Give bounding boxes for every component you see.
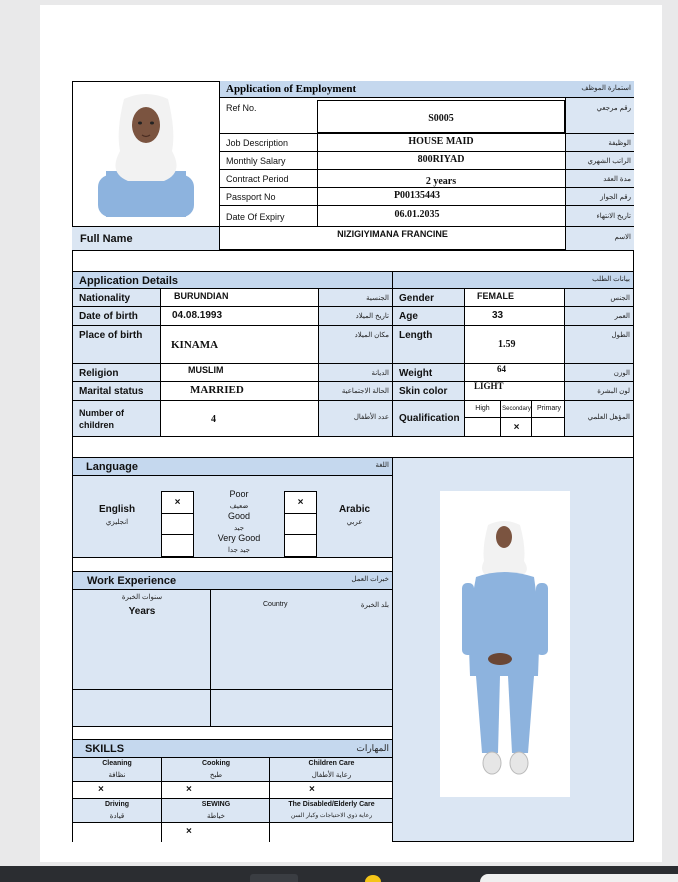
pob-value: KINAMA	[171, 339, 219, 351]
english-poor-box[interactable]	[162, 492, 193, 514]
length-value: 1.59	[498, 339, 516, 350]
passport-row	[220, 188, 634, 206]
details-spacer	[72, 250, 634, 272]
form-title-row	[220, 81, 634, 98]
english-label: English	[98, 504, 136, 515]
skills-header	[73, 740, 392, 758]
length-label: Length	[399, 330, 433, 341]
english-very-good-box[interactable]	[162, 535, 193, 556]
full-name-label: Full Name	[80, 233, 133, 245]
nationality-ar: الجنسية	[366, 295, 389, 302]
weight-label: Weight	[399, 368, 433, 379]
language-grid	[73, 476, 392, 558]
form-title-ar: استمارة الموظف	[581, 85, 631, 92]
experience-title: Work Experience	[87, 575, 177, 587]
language-title: Language	[86, 461, 138, 473]
job-label: Job Description	[226, 138, 289, 148]
qual-secondary-mark: ×	[513, 422, 520, 433]
arabic-boxes	[284, 491, 317, 557]
children-value: 4	[211, 414, 216, 425]
skin-value: LIGHT	[474, 381, 504, 391]
arabic-good-box[interactable]	[285, 514, 316, 535]
english-ar: انجليزي	[105, 519, 129, 526]
cleaning-ar: نظافة	[108, 772, 126, 779]
cooking-box[interactable]	[161, 782, 269, 799]
contract-label: Contract Period	[226, 174, 289, 184]
experience-header	[73, 572, 392, 590]
language-title-ar: اللغة	[375, 462, 389, 469]
arabic-label: Arabic	[338, 504, 371, 515]
skills-spacer	[73, 727, 392, 740]
children-care-box[interactable]	[269, 782, 392, 799]
years-ar: سنوات الخبرة	[121, 594, 163, 601]
skin-label: Skin color	[399, 386, 448, 397]
experience-grid	[73, 590, 392, 727]
nationality-value: BURUNDIAN	[174, 291, 229, 301]
children-label: Number of children	[79, 408, 124, 431]
cooking-ar: طبخ	[209, 772, 223, 779]
age-ar: العمر	[614, 313, 630, 320]
driving-box[interactable]	[73, 823, 161, 842]
lower-mid-divider	[392, 457, 393, 842]
passport-label: Passport No	[226, 192, 276, 202]
salary-label: Monthly Salary	[226, 156, 286, 166]
cooking-label: Cooking	[202, 760, 230, 767]
lower-spacer	[72, 436, 634, 458]
children-care-label: Children Care	[308, 760, 355, 767]
gender-label: Gender	[399, 293, 435, 304]
marital-ar: الحالة الاجتماعية	[341, 388, 389, 395]
expiry-value: 06.01.2035	[394, 209, 440, 220]
cleaning-label: Cleaning	[102, 760, 132, 767]
ref-label-ar: رقم مرجعي	[596, 105, 631, 112]
qual-primary: Primary	[536, 405, 562, 412]
qual-secondary-box[interactable]	[500, 418, 531, 437]
job-info-rows	[220, 134, 634, 226]
taskbar	[0, 866, 678, 882]
marital-value: MARRIED	[190, 384, 244, 396]
weight-value: 64	[497, 364, 506, 374]
full-name-ar: الاسم	[614, 234, 631, 241]
details-header	[73, 272, 633, 289]
poor-label: Poor	[229, 489, 249, 499]
religion-label: Religion	[79, 368, 119, 379]
details-title: Application Details	[79, 275, 179, 287]
details-title-ar: بيانات الطلب	[592, 276, 630, 283]
skin-ar: لون البشرة	[597, 388, 630, 395]
full-body-figure	[440, 491, 570, 797]
full-name-value: NIZIGIYIMANA FRANCINE	[337, 229, 448, 239]
english-good-box[interactable]	[162, 514, 193, 535]
ref-ar-cell	[565, 98, 634, 133]
skills-title-ar: المهارات	[356, 743, 389, 753]
driving-ar: قيادة	[109, 813, 125, 820]
poor-ar: ضعيف	[229, 503, 249, 510]
children-care-mark: ×	[309, 784, 315, 795]
skills-grid	[73, 758, 392, 842]
contract-row	[220, 170, 634, 188]
cooking-mark: ×	[186, 784, 192, 795]
good-label: Good	[227, 511, 251, 521]
english-boxes	[161, 491, 194, 557]
expiry-row	[220, 206, 634, 226]
salary-value: 800RIYAD	[417, 154, 465, 165]
portrait-photo	[72, 81, 220, 226]
qual-ar: المؤهل العلمي	[587, 414, 630, 421]
religion-ar: الديانة	[371, 370, 389, 377]
experience-title-ar: خبرات العمل	[351, 576, 389, 583]
driving-label: Driving	[104, 801, 130, 808]
arabic-ar: عربي	[346, 519, 363, 526]
qual-label: Qualification	[399, 413, 460, 424]
country-ar: بلد الخبرة	[360, 602, 389, 609]
language-header	[73, 458, 392, 476]
sewing-ar: خياطة	[207, 813, 225, 820]
length-ar: الطول	[611, 332, 630, 339]
disabled-care-ar: رعاية ذوي الاحتياجات وكبار السن	[290, 813, 373, 819]
full-body-photo	[440, 491, 570, 797]
sewing-label: SEWING	[201, 801, 231, 808]
arabic-poor-box[interactable]	[285, 492, 316, 514]
contract-value: 2 years	[425, 176, 457, 187]
religion-value: MUSLIM	[188, 365, 224, 375]
passport-ar: رقم الجواز	[600, 194, 631, 201]
details-left	[73, 289, 392, 437]
cleaning-mark: ×	[98, 784, 104, 795]
english-poor-mark: ×	[174, 497, 181, 508]
info-divider	[317, 134, 318, 226]
qual-high-box[interactable]	[465, 418, 500, 437]
dob-label: Date of birth	[79, 311, 138, 322]
dob-value: 04.08.1993	[172, 310, 223, 321]
salary-row	[220, 152, 634, 170]
age-label: Age	[399, 311, 418, 322]
age-value: 33	[492, 310, 504, 321]
sewing-box[interactable]	[161, 823, 269, 842]
gender-value: FEMALE	[477, 291, 514, 301]
ref-value: S0005	[428, 113, 454, 124]
disabled-care-box[interactable]	[269, 823, 392, 842]
weight-ar: الوزن	[613, 370, 630, 377]
dob-ar: تاريخ الميلاد	[355, 313, 389, 320]
expiry-ar: تاريخ الانتهاء	[596, 213, 631, 220]
pob-label: Place of birth	[79, 330, 143, 341]
sewing-mark: ×	[186, 826, 192, 837]
salary-ar: الراتب الشهري	[587, 158, 631, 165]
cleaning-box[interactable]	[73, 782, 161, 799]
job-row	[220, 134, 634, 152]
qual-primary-box[interactable]	[531, 418, 565, 437]
disabled-care-label: The Disabled/Elderly Care	[288, 801, 375, 808]
children-care-ar: رعاية الأطفال	[311, 772, 352, 779]
portrait-cell	[72, 81, 220, 226]
pob-ar: مكان الميلاد	[354, 332, 389, 339]
full-name-row	[72, 226, 634, 250]
ref-row	[220, 98, 634, 134]
country-label: Country	[263, 601, 288, 608]
experience-row-divider	[73, 689, 392, 690]
very-good-label: Very Good	[217, 533, 261, 543]
ref-value-box	[317, 100, 565, 133]
arabic-very-good-box[interactable]	[285, 535, 316, 556]
arabic-poor-mark: ×	[297, 497, 304, 508]
qual-secondary: Secondary	[502, 406, 531, 412]
contract-ar: مدة العقد	[603, 176, 631, 183]
nationality-label: Nationality	[79, 293, 131, 304]
good-ar: جيد	[233, 525, 245, 532]
qual-grid	[464, 401, 564, 437]
children-ar: عدد الأطفال	[353, 414, 389, 421]
form-title: Application of Employment	[226, 83, 357, 95]
details-right	[393, 289, 633, 437]
job-value: HOUSE MAID	[408, 136, 474, 147]
skills-title: SKILLS	[85, 743, 125, 755]
ref-label: Ref No.	[226, 103, 257, 113]
marital-label: Marital status	[79, 386, 144, 397]
gender-ar: الجنس	[610, 295, 630, 302]
passport-value: P00135443	[393, 190, 441, 201]
very-good-ar: جيد جدا	[227, 547, 250, 554]
experience-spacer	[73, 558, 392, 572]
taskbar-app-icon[interactable]	[365, 875, 381, 882]
expiry-label: Date Of Expiry	[226, 212, 285, 222]
taskbar-search[interactable]	[480, 874, 678, 882]
years-label: Years	[128, 606, 156, 617]
qual-high: High	[475, 405, 490, 412]
taskbar-item[interactable]	[250, 874, 298, 882]
job-ar: الوظيفة	[608, 140, 631, 147]
